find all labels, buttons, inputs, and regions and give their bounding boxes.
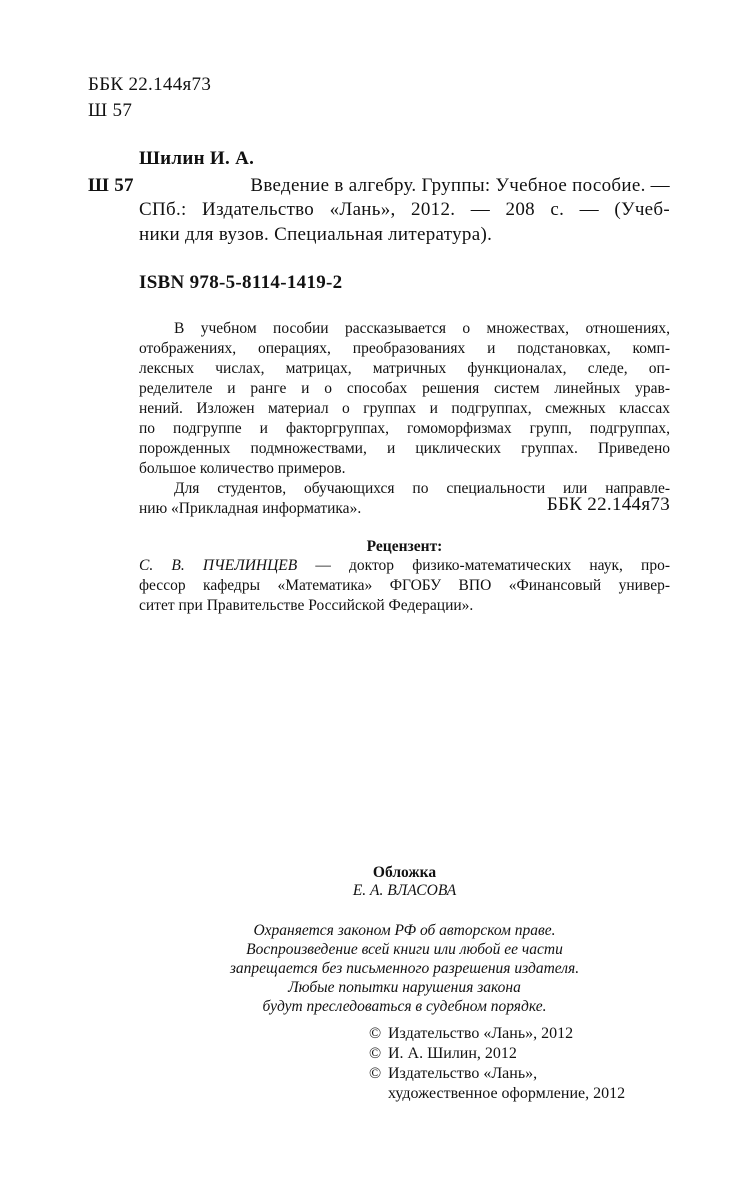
bbk-code-top: ББК 22.144я73 [88, 74, 212, 95]
reviewer-line-1 [139, 556, 670, 576]
isbn: ISBN 978-5-8114-1419-2 [139, 272, 343, 293]
reviewer-heading: Рецензент: [366, 538, 443, 555]
abstract-line: лексных числах, матрицах, матричных функционалах, следе, оп- [139, 360, 670, 377]
abstract-line: большое количество примеров. [139, 460, 346, 477]
notice-line: будут преследоваться в судебном порядке. [262, 998, 547, 1015]
copyright-line-4: художественное оформление, 2012 [388, 1085, 626, 1102]
notice-line: Охраняется законом РФ об авторском праве. [253, 922, 556, 939]
bbk-code-right: ББК 22.144я73 [546, 494, 670, 515]
notice-line: Воспроизведение всей книги или любой ее части [246, 941, 563, 958]
copyright-symbol: © [369, 1045, 382, 1062]
copyright-symbol: © [369, 1065, 382, 1082]
abstract-line: нений. Изложен материал о группах и подгруппах, смежных классах [139, 400, 670, 417]
cover-designer: Е. А. ВЛАСОВА [352, 882, 457, 899]
reviewer-line-3: ситет при Правительстве Российской Федерации». [139, 597, 474, 614]
entry-line-1: Введение в алгебру. Группы: Учебное пособие. — [250, 175, 670, 196]
reviewer-name: С. В. ПЧЕЛИНЦЕВ [139, 557, 298, 574]
notice-line: запрещается без письменного разрешения издателя. [229, 960, 580, 977]
reviewer-line-1-rest: — доктор физико-математических наук, про- [297, 557, 670, 574]
entry-line-3: ники для вузов. Специальная литература). [139, 224, 493, 245]
abstract-line: отображениях, операциях, преобразованиях и подстановках, комп- [139, 340, 670, 357]
cover-heading: Обложка [372, 864, 437, 881]
abstract-line: Для студентов, обучающихся по специальности или направле- [174, 480, 670, 497]
reviewer-line-2: фессор кафедры «Математика» ФГОБУ ВПО «Финансовый универ- [139, 577, 670, 594]
copyright-line-1: Издательство «Лань», 2012 [388, 1025, 574, 1042]
abstract-line: ределителе и ранге и о способах решения систем линейных урав- [139, 380, 670, 397]
author-sign: Ш 57 [88, 175, 134, 196]
abstract-line: В учебном пособии рассказывается о множествах, отношениях, [174, 320, 670, 337]
copyright-symbol: © [369, 1025, 382, 1042]
copyright-line-2: И. А. Шилин, 2012 [388, 1045, 517, 1062]
author-heading: Шилин И. А. [139, 148, 255, 169]
author-sign-top: Ш 57 [88, 100, 133, 121]
copyright-line-3: Издательство «Лань», [388, 1065, 538, 1082]
abstract-line: нию «Прикладная информатика». [139, 500, 362, 517]
abstract-line: по подгруппе и факторгруппах, гомоморфизмах групп, подгруппах, [139, 420, 670, 437]
notice-line: Любые попытки нарушения закона [288, 979, 521, 996]
abstract-line: порожденных подмножествами, и циклических группах. Приведено [139, 440, 670, 457]
entry-line-2: СПб.: Издательство «Лань», 2012. — 208 с. — (Учеб- [139, 199, 670, 220]
